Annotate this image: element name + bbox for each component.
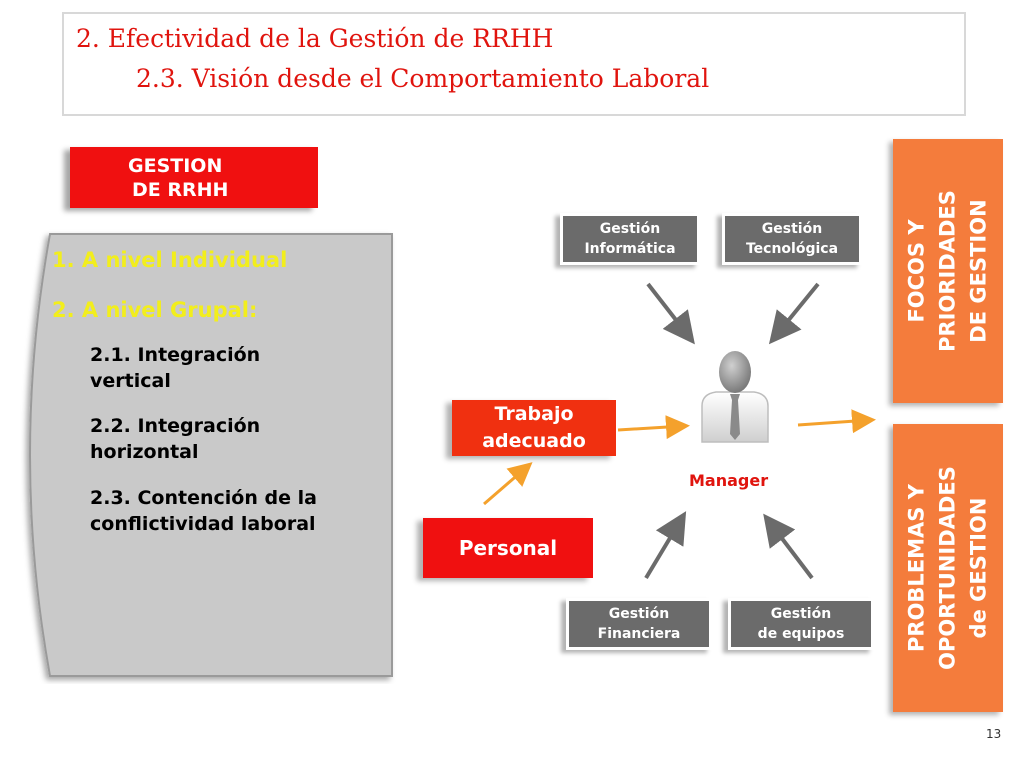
gestion-equipos-line2: de equipos xyxy=(757,626,845,642)
problemas-oportunidades-panel xyxy=(893,424,1003,712)
gestion-tecnologica-box xyxy=(722,213,862,265)
slide-title: 2. Efectividad de la Gestión de RRHH xyxy=(76,24,554,53)
trabajo-line2: adecuado xyxy=(482,430,586,452)
problemas-line1: PROBLEMAS Y xyxy=(904,484,929,652)
arrow-informatica xyxy=(648,284,690,338)
arrow-financiera xyxy=(646,518,682,578)
arrow-manager-right xyxy=(798,420,870,425)
left-sub-horizontal: 2.2. Integración horizontal xyxy=(90,415,261,463)
left-item-grupal: 2. A nivel Grupal: xyxy=(52,298,258,322)
left-sub-conflictividad: 2.3. Contención de la conflictividad laboral xyxy=(90,487,317,535)
gestion-informatica-line1: Gestión xyxy=(599,221,661,237)
left-item-individual: 1. A nivel Individual xyxy=(52,248,288,272)
gestion-equipos-box xyxy=(728,598,874,650)
personal-box: Personal xyxy=(423,518,593,578)
focos-line1: FOCOS Y xyxy=(904,219,929,323)
focos-line2: PRIORIDADES xyxy=(935,190,960,352)
focos-prioridades-panel xyxy=(893,139,1003,403)
gestion-financiera-line2: Financiera xyxy=(597,626,681,642)
trabajo-line1: Trabajo xyxy=(494,403,574,425)
slide-subtitle: 2.3. Visión desde el Comportamiento Laboral xyxy=(136,64,710,93)
arrow-personal-trabajo xyxy=(484,466,528,504)
gestion-financiera-box xyxy=(566,598,712,650)
focos-line3: DE GESTION xyxy=(966,199,991,343)
gestion-informatica-box xyxy=(560,213,700,265)
arrow-trabajo-manager xyxy=(618,426,684,430)
gestion-informatica-line2: Informática xyxy=(584,241,676,257)
manager-label: Manager xyxy=(689,471,769,490)
gestion-financiera-line1: Gestión xyxy=(608,606,670,622)
gestion-rrhh-line2: DE RRHH xyxy=(132,179,229,201)
gestion-tecnologica-line2: Tecnológica xyxy=(745,241,839,257)
gestion-equipos-line1: Gestión xyxy=(770,606,832,622)
trabajo-adecuado-box xyxy=(452,400,616,456)
page-number: 13 xyxy=(986,727,1002,741)
problemas-line2: OPORTUNIDADES xyxy=(935,466,960,670)
arrow-equipos xyxy=(768,520,812,578)
gestion-rrhh-line1: GESTION xyxy=(128,155,223,177)
problemas-line3: de GESTION xyxy=(966,497,991,639)
left-sub-vertical: 2.1. Integración vertical xyxy=(90,344,261,392)
arrow-tecnologica xyxy=(774,284,818,338)
manager-person-icon xyxy=(696,348,774,444)
gestion-tecnologica-line1: Gestión xyxy=(761,221,823,237)
